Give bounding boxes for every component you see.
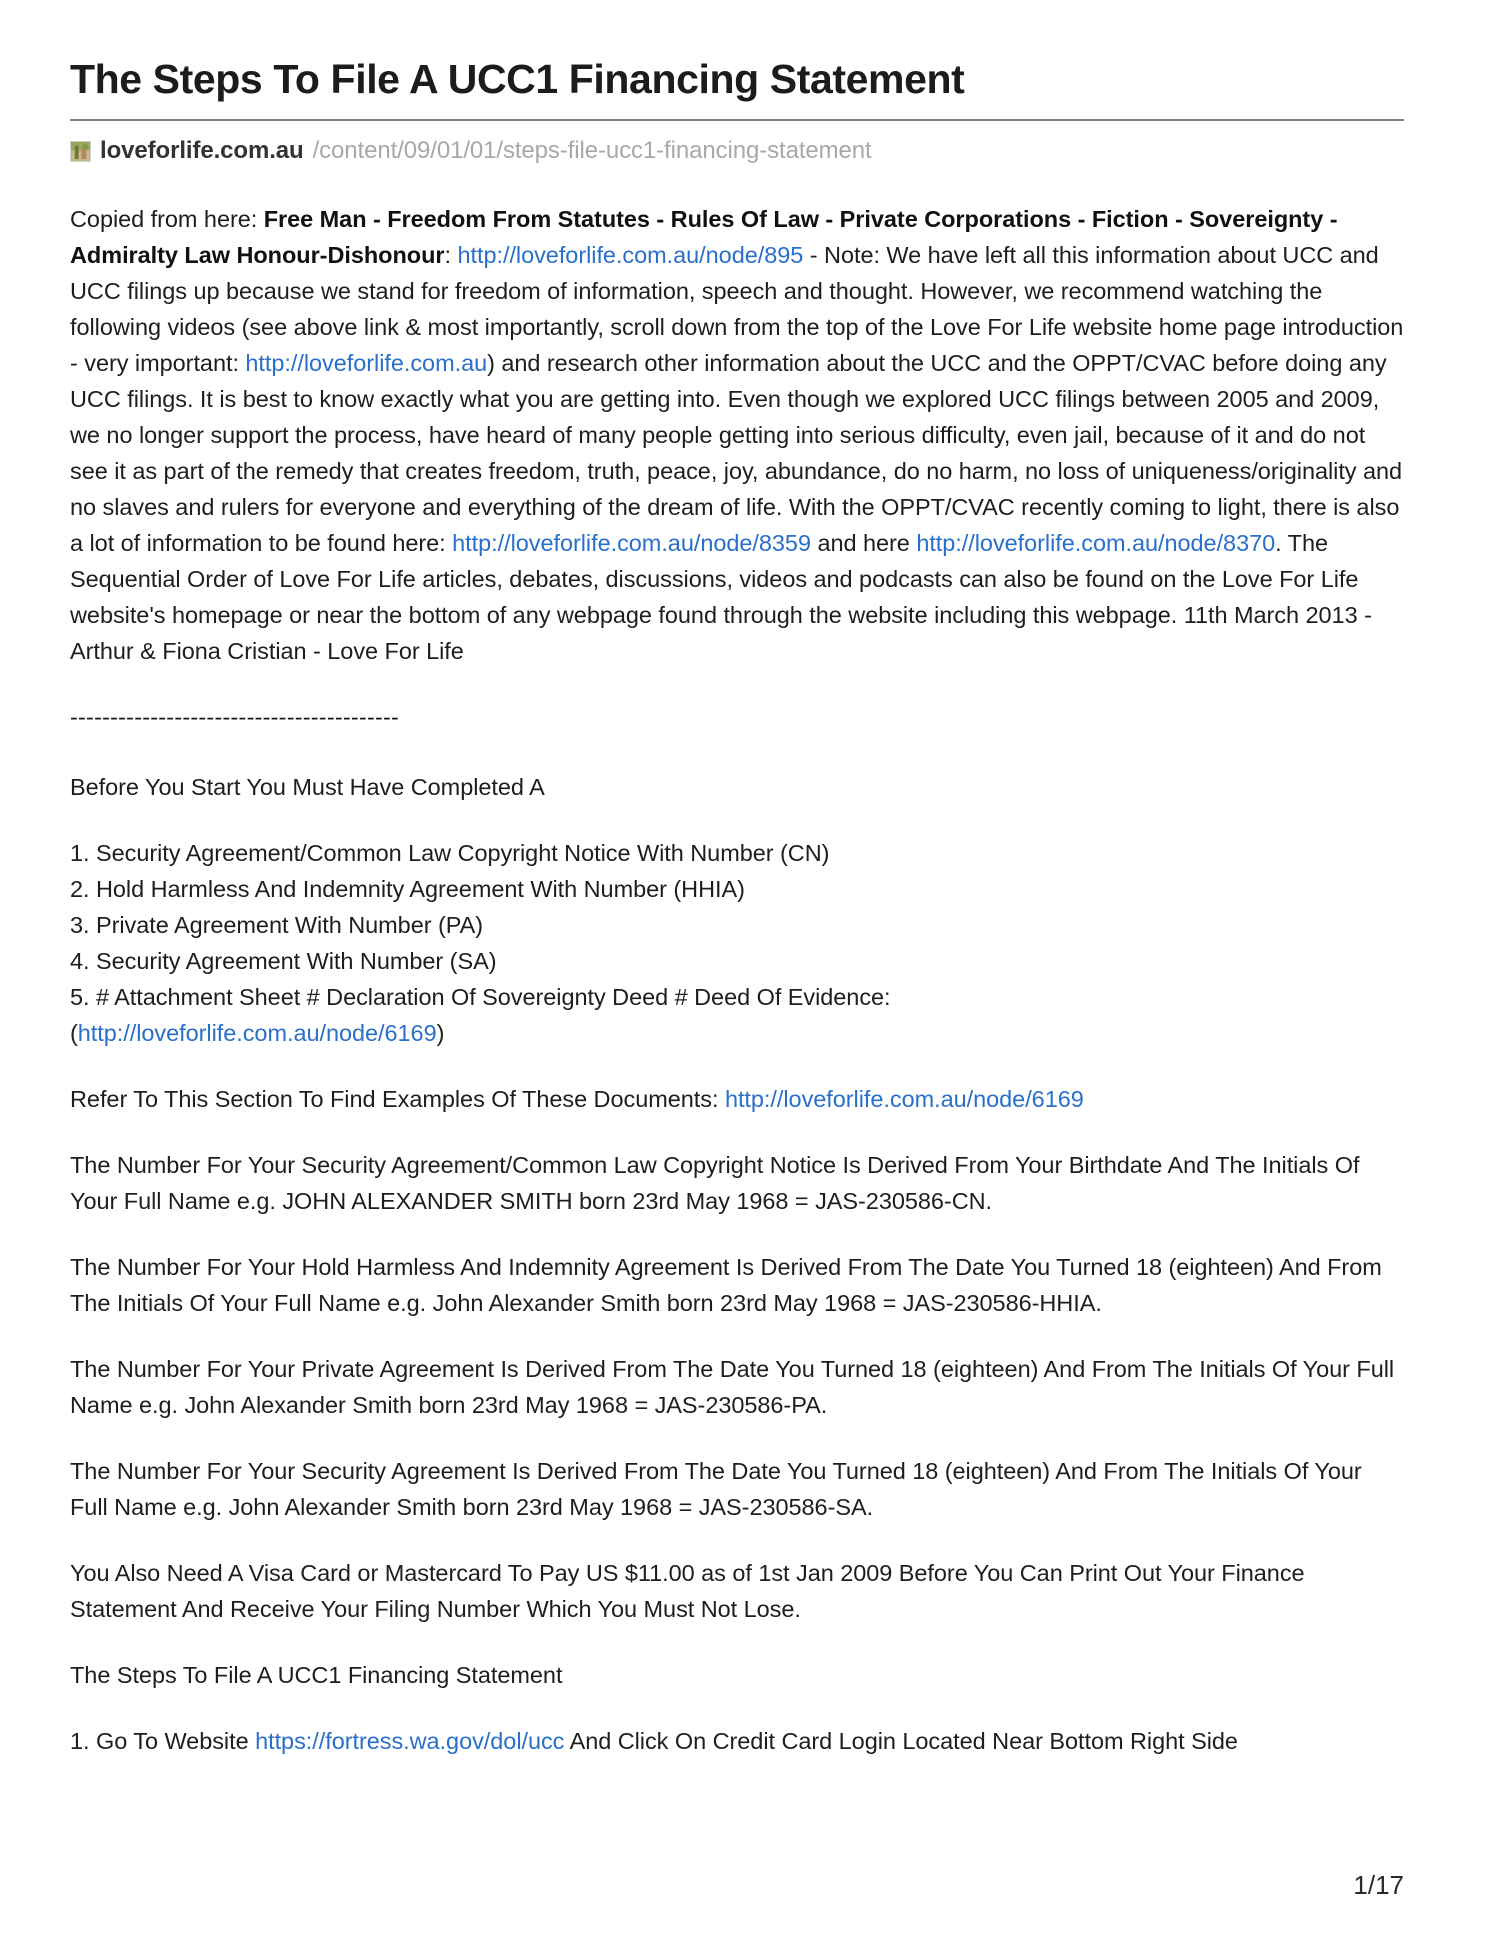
- paragraph-hhia-number: The Number For Your Hold Harmless And Indemnity Agreement Is Derived From The Date You Turned 18 (eighteen) And From The Initials Of Your Full Name e.g. John Alexander Smith born 23rd May 1968 = JAS-230586-HHIA.: [70, 1254, 1382, 1317]
- intro-after-home: ) and research other information about the UCC and the OPPT/CVAC before doing any UCC filings. It is best to know exactly what you are getting into. Even though we explored UCC filings between 2005 and 2009, we no longer support the process, have heard of many people getting into serious difficulty, even jail, because of it and do not see it as part of the remedy that creates freedom, truth, peace, joy, abundance, do no harm, no loss of uniqueness/originality and no slaves and rulers for everyone and everything of the dream of life. With the OPPT/CVAC recently coming to light, there is also a lot of information to be found here:: [70, 350, 1403, 557]
- close-paren: ): [436, 1020, 445, 1047]
- document-body: [70, 201, 1404, 1759]
- steps-heading: The Steps To File A UCC1 Financing Statement: [70, 1662, 563, 1689]
- step-1-suffix: And Click On Credit Card Login Located Near Bottom Right Side: [564, 1728, 1238, 1755]
- spacer: [70, 1051, 1404, 1081]
- intro-paragraph: [70, 201, 1404, 669]
- intro-lead: Copied from here:: [70, 206, 264, 233]
- refer-section-paragraph: [70, 1081, 1404, 1117]
- loveforlife-favicon-icon: [70, 141, 91, 162]
- page-number: 1/17: [1353, 1870, 1404, 1900]
- open-paren: (: [70, 1020, 78, 1047]
- list-item: 4. Security Agreement With Number (SA): [70, 948, 497, 975]
- intro-colon: :: [444, 242, 458, 269]
- step-1-prefix: 1. Go To Website: [70, 1728, 256, 1755]
- link-node-8359[interactable]: http://loveforlife.com.au/node/8359: [452, 530, 811, 557]
- list-item-5-text: 5. # Attachment Sheet # Declaration Of Sovereignty Deed # Deed Of Evidence:: [70, 984, 891, 1011]
- intro-bold-title: Free Man - Freedom From Statutes - Rules Of Law - Private Corporations - Fiction - Sovereignty - Admiralty Law Honour-Dishonour: [70, 206, 1338, 269]
- paragraph-pa-number: The Number For Your Private Agreement Is Derived From The Date You Turned 18 (eighteen) And From The Initials Of Your Full Name e.g. John Alexander Smith born 23rd May 1968 = JAS-230586-PA.: [70, 1356, 1395, 1419]
- link-node-895[interactable]: http://loveforlife.com.au/node/895: [457, 242, 804, 269]
- prerequisite-checklist: [70, 835, 1404, 1051]
- source-path: /content/09/01/01/steps-file-ucc1-financing-statement: [312, 137, 872, 165]
- list-item: 2. Hold Harmless And Indemnity Agreement With Number (HHIA): [70, 876, 745, 903]
- paragraph-sa-number: The Number For Your Security Agreement Is Derived From The Date You Turned 18 (eighteen) And From The Initials Of Your Full Name e.g. John Alexander Smith born 23rd May 1968 = JAS-230586-SA.: [70, 1458, 1362, 1521]
- link-loveforlife-home[interactable]: http://loveforlife.com.au: [245, 350, 488, 377]
- list-item: 1. Security Agreement/Common Law Copyright Notice With Number (CN): [70, 840, 830, 867]
- source-domain[interactable]: loveforlife.com.au: [100, 137, 304, 165]
- step-1: [70, 1723, 1404, 1759]
- refer-section-prefix: Refer To This Section To Find Examples Of These Documents:: [70, 1086, 725, 1113]
- list-item: 3. Private Agreement With Number (PA): [70, 912, 484, 939]
- paragraph-payment: You Also Need A Visa Card or Mastercard To Pay US $11.00 as of 1st Jan 2009 Before You Can Print Out Your Finance Statement And Receive Your Filing Number Which You Must Not Lose.: [70, 1560, 1305, 1623]
- page-title: The Steps To File A UCC1 Financing Statement: [70, 56, 965, 102]
- link-node-6169-paren[interactable]: http://loveforlife.com.au/node/6169: [77, 1020, 437, 1047]
- intro-after-895: - Note: We have left all this information about UCC and UCC filings up because we stand for freedom of information, speech and thought. However, we recommend watching the following videos (see above link & most importantly, scroll down from the top of the Love For Life website home page introduction - very important:: [70, 242, 1404, 377]
- link-fortress-wa-gov[interactable]: https://fortress.wa.gov/dol/ucc: [255, 1728, 565, 1755]
- intro-tail: . The Sequential Order of Love For Life articles, debates, discussions, videos and podcasts can also be found on the Love For Life website's homepage or near the bottom of any webpage found through the website including this webpage. 11th March 2013 - Arthur & Fiona Cristian - Love For Life: [70, 530, 1372, 665]
- list-item-5: [70, 979, 1404, 1051]
- link-node-6169[interactable]: http://loveforlife.com.au/node/6169: [724, 1086, 1084, 1113]
- section-separator: -----------------------------------------: [70, 704, 400, 731]
- title-divider: [70, 119, 1404, 121]
- intro-mid-and-here: and here: [810, 530, 917, 557]
- source-attribution: [70, 137, 1404, 165]
- paragraph-cn-number: The Number For Your Security Agreement/Common Law Copyright Notice Is Derived From Your Birthdate And The Initials Of Your Full Name e.g. JOHN ALEXANDER SMITH born 23rd May 1968 = JAS-230586-CN.: [70, 1152, 1360, 1215]
- before-you-start-heading: Before You Start You Must Have Completed A: [70, 774, 545, 801]
- link-node-8370[interactable]: http://loveforlife.com.au/node/8370: [916, 530, 1276, 557]
